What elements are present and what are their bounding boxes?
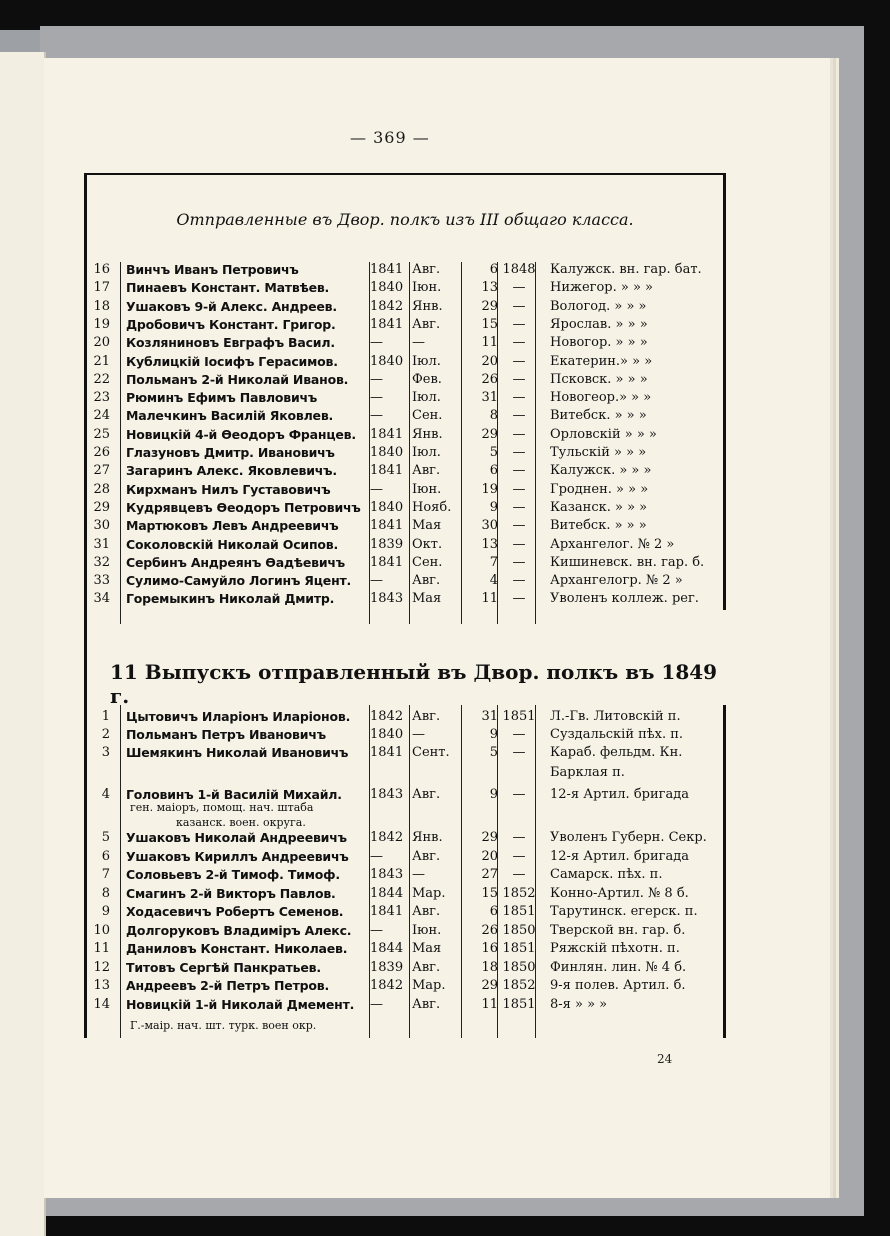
cell-exit: 1848 [502,262,536,277]
table-row [84,765,724,783]
cell-exit: — [512,727,526,742]
cell-year: 1844 [370,941,404,956]
cell-num: 29 [93,499,110,515]
cell-num: 24 [93,408,110,424]
table-row [84,941,724,959]
cell-day: 29 [481,978,498,993]
table-row [84,960,724,978]
table-row [84,463,724,481]
table-row [84,867,724,885]
cell-name: Кирхманъ Нилъ Густавовичъ [126,481,331,497]
cell-name: Цытовичъ Иларіонъ Иларіонов. [126,709,351,724]
cell-month: Нояб. [412,499,452,515]
cell-num: 30 [93,518,110,534]
cell-exit: 1852 [502,978,536,993]
cell-day: 9 [489,499,498,515]
cell-dest: Тульскій » » » [550,445,647,460]
cell-year: 1844 [370,886,404,901]
cell-num: 3 [101,745,110,760]
cell-year: 1840 [370,353,404,369]
row14-note: Г.-маір. нач. шт. турк. воен окр. [130,1019,317,1032]
cell-dest: Уволенъ коллеж. рег. [550,591,699,607]
cell-day: 11 [481,591,498,607]
cell-day: 15 [481,886,498,901]
cell-name: Головинъ 1-й Василій Михайл. [126,787,342,802]
cell-year: 1839 [370,960,404,975]
cell-day: 15 [481,316,498,332]
cell-exit: — [512,849,526,864]
table-row [84,280,724,298]
cell-exit: 1851 [502,709,536,724]
cell-num: 9 [101,904,110,919]
cell-exit: — [512,280,526,296]
cell-year: — [370,573,383,589]
cell-day: 9 [489,727,498,742]
cell-year: 1841 [370,463,404,479]
section2-month-rule [461,705,462,1038]
cell-exit: — [512,518,526,534]
cell-exit: — [512,745,526,760]
cell-exit: — [512,408,526,424]
cell-dest: Калужск. » » » [550,463,652,479]
table-row [84,500,724,518]
cell-name: Новицкій 1-й Николай Дмемент. [126,997,355,1012]
cell-name: Польманъ Петръ Ивановичъ [126,727,326,742]
cell-num: 18 [93,298,110,314]
cell-year: 1841 [370,518,404,534]
cell-name: Кублицкій Іосифъ Герасимов. [126,353,338,369]
cell-dest: Уволенъ Губерн. Секр. [550,830,707,845]
cell-name: Дробовичъ Констант. Григор. [126,316,336,332]
cell-year: 1843 [370,787,404,802]
cell-day: 18 [481,960,498,975]
cell-day: 6 [489,262,498,277]
cell-name: Ушаковъ 9-й Алекс. Андреев. [126,298,337,314]
table-row [84,886,724,904]
cell-name: Винчъ Иванъ Петровичъ [126,262,299,277]
cell-num: 33 [93,573,110,589]
cell-month: Мая [412,941,442,956]
section2-year-rule [409,705,410,1038]
cell-name: Новицкій 4-й Ѳеодоръ Францев. [126,426,356,442]
cell-dest: Барклая п. [550,765,625,780]
cell-day: 31 [481,709,498,724]
cell-month: Мая [412,591,442,607]
cell-dest: Архангелогр. № 2 » [550,573,683,589]
cell-month: Мар. [412,978,446,993]
cell-dest: Казанск. » » » [550,499,648,515]
section2-exit-rule [535,705,536,1038]
cell-dest: Тверской вн. гар. б. [550,923,686,938]
cell-name: Даниловъ Констант. Николаев. [126,941,348,956]
cell-exit: — [512,499,526,515]
cell-year: 1842 [370,709,404,724]
cell-month: Авг. [412,960,441,975]
table-row [84,335,724,353]
cell-num: 7 [101,867,110,882]
section1-name-rule [369,262,370,624]
cell-dest: Ярослав. » » » [550,316,648,332]
section2-day-rule [497,705,498,1038]
cell-year: — [370,923,383,938]
cell-month: Янв. [412,426,443,442]
cell-exit: — [512,316,526,332]
table-row [84,923,724,941]
cell-day: 29 [481,426,498,442]
cell-month: — [412,727,425,742]
cell-dest: Витебск. » » » [550,408,647,424]
cell-num: 1 [101,709,110,724]
cell-name: Глазуновъ Дмитр. Ивановичъ [126,445,335,460]
cell-year: 1840 [370,280,404,296]
table-row [84,537,724,555]
table-row [84,390,724,408]
table-row [84,445,724,463]
cell-num: 27 [93,463,110,479]
cell-num: 4 [101,787,110,802]
cell-dest: Кишиневск. вн. гар. б. [550,554,705,570]
cell-day: 29 [481,830,498,845]
cell-day: 6 [489,463,498,479]
cell-year: — [370,390,383,406]
cell-num: 17 [93,280,110,296]
cell-dest: 8-я » » » [550,997,608,1012]
cell-day: 13 [481,536,498,552]
cell-name: Соколовскій Николай Осипов. [126,536,339,552]
cell-dest: Л.-Гв. Литовскій п. [550,709,681,724]
page-number: — 369 — [350,128,430,147]
cell-name: Сербинъ Андреянъ Ѳадѣевичъ [126,554,345,570]
cell-dest: Караб. фельдм. Кн. [550,745,683,760]
cell-year: 1841 [370,904,404,919]
cell-dest: Витебск. » » » [550,518,647,534]
cell-year: 1843 [370,591,404,607]
cell-dest: Орловскій » » » [550,426,657,442]
cell-name: Рюминъ Ефимъ Павловичъ [126,390,318,406]
cell-name: Ушаковъ Николай Андреевичъ [126,830,347,845]
section1-exit-rule [535,262,536,624]
cell-month: — [412,335,425,351]
cell-dest: Новогеор.» » » [550,390,652,406]
cell-year: 1842 [370,298,404,314]
cell-day: 27 [481,867,498,882]
table-row [84,555,724,573]
cell-exit: — [512,298,526,314]
cell-num: 34 [93,591,110,607]
cell-year: — [370,335,383,351]
cell-year: 1841 [370,554,404,570]
cell-year: 1840 [370,445,404,460]
cell-num: 31 [93,536,110,552]
cell-dest: Псковск. » » » [550,371,648,387]
signature-mark: 24 [657,1052,673,1066]
cell-exit: 1851 [502,997,536,1012]
table-row [84,372,724,390]
cell-exit: — [512,830,526,845]
cell-num: 25 [93,426,110,442]
cell-exit: — [512,573,526,589]
cell-month: Сент. [412,745,450,760]
cell-month: Сен. [412,554,443,570]
cell-day: 7 [489,554,498,570]
cell-year: 1841 [370,316,404,332]
cell-exit: — [512,390,526,406]
cell-day: 5 [489,745,498,760]
cell-dest: Тарутинск. егерск. п. [550,904,698,919]
cell-num: 26 [93,445,110,460]
cell-month: Окт. [412,536,443,552]
cell-year: 1841 [370,262,404,277]
cell-name: Смагинъ 2-й Викторъ Павлов. [126,886,336,901]
cell-exit: — [512,335,526,351]
table-row [84,408,724,426]
cell-month: Мар. [412,886,446,901]
cell-exit: — [512,445,526,460]
cell-day: 20 [481,353,498,369]
table-row [84,849,724,867]
cell-dest: Калужск. вн. гар. бат. [550,262,702,277]
table-row [84,354,724,372]
cell-exit: — [512,481,526,497]
cell-month: — [412,867,425,882]
cell-day: 26 [481,371,498,387]
table-row [84,904,724,922]
cell-day: 8 [489,408,498,424]
cell-day: 13 [481,280,498,296]
cell-dest: Суздальскій пѣх. п. [550,727,684,742]
cell-dest: 12-я Артил. бригада [550,787,689,802]
section1-num-rule [120,262,121,624]
cell-month: Іюн. [412,923,442,938]
cell-month: Авг. [412,463,441,479]
cell-num: 16 [93,262,110,277]
section1-heading: Отправленные въ Двор. полкъ изъ III общаго класса. [176,210,634,229]
cell-year: 1843 [370,867,404,882]
cell-year: 1840 [370,499,404,515]
cell-name: Соловьевъ 2-й Тимоф. Тимоф. [126,867,340,882]
cell-month: Іюл. [412,445,441,460]
cell-name: Ходасевичъ Робертъ Семенов. [126,904,344,919]
cell-exit: 1851 [502,941,536,956]
cell-day: 30 [481,518,498,534]
cell-month: Авг. [412,849,441,864]
cell-month: Іюн. [412,280,442,296]
table-row [84,830,724,848]
cell-year: 1841 [370,745,404,760]
cell-month: Фев. [412,371,442,387]
cell-day: 19 [481,481,498,497]
cell-year: — [370,481,383,497]
cell-name: Долгоруковъ Владиміръ Алекс. [126,923,352,938]
cell-year: 1841 [370,426,404,442]
cell-num: 2 [101,727,110,742]
cell-name: Пинаевъ Констант. Матвѣев. [126,280,330,296]
cell-exit: — [512,591,526,607]
cell-year: — [370,371,383,387]
table-row [84,745,724,763]
cell-exit: — [512,463,526,479]
cell-month: Іюл. [412,353,441,369]
section1-month-rule [461,262,462,624]
cell-month: Авг. [412,904,441,919]
cell-name: Андреевъ 2-й Петръ Петров. [126,978,330,993]
cell-num: 28 [93,481,110,497]
section2-name-rule [369,705,370,1038]
cell-exit: — [512,371,526,387]
cell-dest: Нижегор. » » » [550,280,654,296]
cell-name: Мартюковъ Левъ Андреевичъ [126,518,339,534]
row4-note-line1: ген. маіоръ, помощ. нач. штаба [130,801,314,814]
cell-num: 20 [93,335,110,351]
section2-heading: 11 Выпускъ отправленный въ Двор. полкъ въ 1849 г. [110,660,718,708]
cell-month: Сен. [412,408,443,424]
cell-num: 5 [101,830,110,845]
cell-exit: — [512,787,526,802]
cell-month: Авг. [412,316,441,332]
table-row [84,482,724,500]
cell-day: 4 [489,573,498,589]
cell-exit: — [512,536,526,552]
cell-exit: — [512,554,526,570]
cell-num: 11 [93,941,110,956]
cell-month: Іюн. [412,481,442,497]
cell-num: 23 [93,390,110,406]
cell-dest: Самарск. пѣх. п. [550,867,663,882]
cell-month: Янв. [412,298,443,314]
table-row [84,591,724,609]
section1-year-rule [409,262,410,624]
table-row [84,997,724,1015]
cell-day: 31 [481,390,498,406]
cell-dest: 12-я Артил. бригада [550,849,689,864]
cell-year: — [370,408,383,424]
cell-month: Авг. [412,573,441,589]
cell-day: 11 [481,997,498,1012]
cell-exit: — [512,426,526,442]
cell-dest: 9-я полев. Артил. б. [550,978,686,993]
cell-name: Горемыкинъ Николай Дмитр. [126,591,335,607]
table-row [84,427,724,445]
cell-month: Мая [412,518,442,534]
cell-dest: Екатерин.» » » [550,353,653,369]
cell-year: — [370,849,383,864]
cell-day: 26 [481,923,498,938]
cell-month: Іюл. [412,390,441,406]
cell-day: 6 [489,904,498,919]
cell-month: Янв. [412,830,443,845]
table-row [84,317,724,335]
cell-dest: Новогор. » » » [550,335,648,351]
cell-day: 9 [489,787,498,802]
table-row [84,727,724,745]
cell-exit: — [512,867,526,882]
cell-name: Козляниновъ Евграфъ Васил. [126,335,335,351]
row4-note-line2: казанск. воен. округа. [176,816,306,829]
cell-dest: Конно-Артил. № 8 б. [550,886,689,901]
cell-num: 32 [93,554,110,570]
cell-day: 16 [481,941,498,956]
table-row [84,299,724,317]
left-page [0,52,46,1236]
cell-num: 10 [93,923,110,938]
cell-dest: Гроднен. » » » [550,481,649,497]
section1-day-rule [497,262,498,624]
cell-day: 11 [481,335,498,351]
cell-year: 1839 [370,536,404,552]
cell-month: Авг. [412,262,441,277]
table-row [84,518,724,536]
table-row [84,978,724,996]
cell-name: Малечкинъ Василій Яковлев. [126,408,334,424]
cell-dest: Вологод. » » » [550,298,647,314]
cell-exit: 1850 [502,923,536,938]
cell-exit: — [512,353,526,369]
cell-name: Польманъ 2-й Николай Иванов. [126,371,349,387]
cell-exit: 1850 [502,960,536,975]
cell-num: 8 [101,886,110,901]
cell-dest: Ряжскій пѣхотн. п. [550,941,680,956]
table-row [84,709,724,727]
table-row [84,573,724,591]
cell-name: Кудрявцевъ Ѳеодоръ Петровичъ [126,499,361,515]
cell-year: 1840 [370,727,404,742]
cell-num: 22 [93,371,110,387]
cell-num: 14 [93,997,110,1012]
cell-month: Авг. [412,997,441,1012]
cell-month: Авг. [412,787,441,802]
cell-year: — [370,997,383,1012]
cell-name: Загаринъ Алекс. Яковлевичъ. [126,463,337,479]
cell-day: 20 [481,849,498,864]
cell-dest: Архангелог. № 2 » [550,536,675,552]
cell-exit: 1852 [502,886,536,901]
cell-num: 6 [101,849,110,864]
cell-name: Титовъ Сергѣй Панкратьев. [126,960,321,975]
cell-day: 29 [481,298,498,314]
cell-num: 12 [93,960,110,975]
section2-num-rule [120,705,121,1038]
cell-num: 19 [93,316,110,332]
table-row [84,262,724,280]
cell-name: Шемякинъ Николай Ивановичъ [126,745,349,760]
cell-name: Сулимо-Самуйло Логинъ Яцент. [126,573,352,589]
cell-exit: 1851 [502,904,536,919]
cell-name: Ушаковъ Кириллъ Андреевичъ [126,849,349,864]
cell-num: 21 [93,353,110,369]
cell-year: 1842 [370,830,404,845]
cell-dest: Финлян. лин. № 4 б. [550,960,687,975]
cell-year: 1842 [370,978,404,993]
cell-day: 5 [489,445,498,460]
cell-month: Авг. [412,709,441,724]
cell-num: 13 [93,978,110,993]
